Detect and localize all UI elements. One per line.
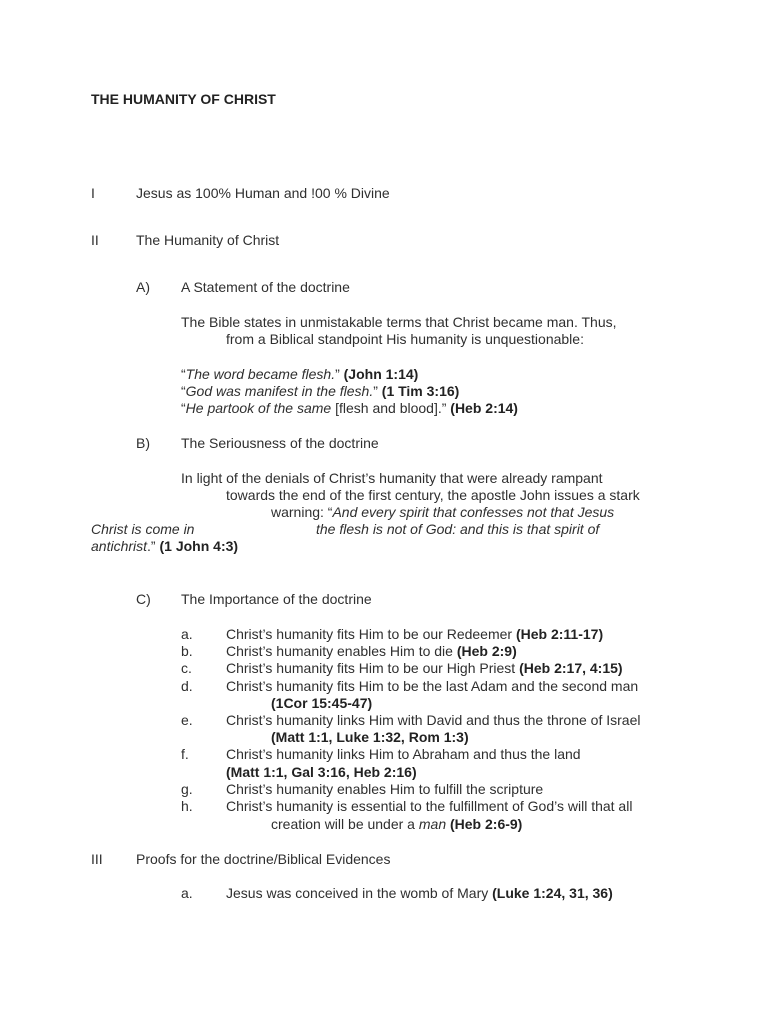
- list-item-marker: h.: [181, 798, 193, 814]
- scripture-quote: [181, 383, 459, 400]
- list-item-text: Christ’s humanity is essential to the fulfillment of God’s will that all: [226, 798, 633, 814]
- section-heading: Proofs for the doctrine/Biblical Evidences: [136, 851, 391, 867]
- subsection-heading: The Seriousness of the doctrine: [181, 435, 379, 451]
- list-item-text: Christ’s humanity fits Him to be the last Adam and the second man: [226, 678, 639, 694]
- subsection-heading: A Statement of the doctrine: [181, 279, 350, 295]
- paragraph-line: [91, 538, 238, 555]
- subsection-heading: The Importance of the doctrine: [181, 591, 372, 607]
- scripture-quote: [181, 366, 418, 383]
- list-item: [226, 660, 623, 677]
- list-item-marker: b.: [181, 643, 193, 659]
- scripture-reference: (Heb 2:9): [456, 643, 517, 659]
- list-item-text: Christ’s humanity fits Him to be our High Priest: [226, 660, 520, 676]
- list-item-marker: d.: [181, 678, 193, 694]
- text-run: creation will be under a: [271, 816, 419, 832]
- list-item-marker: a.: [181, 626, 193, 642]
- list-item-text: Jesus was conceived in the womb of Mary: [226, 885, 493, 901]
- list-item: [226, 643, 517, 660]
- scripture-reference: (John 1:14): [343, 366, 419, 382]
- list-item-text: Christ’s humanity enables Him to fulfill the scripture: [226, 781, 544, 797]
- quote-close: ”: [335, 366, 344, 382]
- scripture-reference: (Heb 2:11-17): [515, 626, 604, 642]
- section-heading: The Humanity of Christ: [136, 232, 280, 248]
- list-item: [226, 885, 613, 902]
- scripture-reference: (Heb 2:14): [450, 400, 518, 416]
- scripture-reference: (Heb 2:17, 4:15): [519, 660, 623, 676]
- list-item-marker: e.: [181, 712, 193, 728]
- list-item: [226, 626, 603, 643]
- scripture-reference: (Matt 1:1, Gal 3:16, Heb 2:16): [226, 764, 417, 780]
- quote-open: “: [181, 400, 186, 416]
- quote-text: He partook of the same: [185, 400, 336, 416]
- list-item-text: Christ’s humanity enables Him to die: [226, 643, 457, 659]
- quote-text: The word became flesh.: [185, 366, 336, 382]
- quote-text: Christ is come in: [91, 521, 195, 537]
- quote-open: “: [181, 366, 186, 382]
- quote-text: God was manifest in the flesh.: [185, 383, 374, 399]
- paragraph-line: In light of the denials of Christ’s humanity that were already rampant: [181, 470, 603, 486]
- quote-close: .”: [147, 538, 160, 554]
- emphasis-text: man: [418, 816, 447, 832]
- section-number: II: [91, 232, 99, 248]
- list-item-text: Christ’s humanity links Him to Abraham and thus the land: [226, 746, 581, 762]
- document-title: THE HUMANITY OF CHRIST: [91, 91, 276, 107]
- scripture-reference: (1Cor 15:45-47): [271, 695, 373, 711]
- list-item-text: Christ’s humanity fits Him to be our Redeemer: [226, 626, 516, 642]
- subsection-label: C): [136, 591, 151, 607]
- quote-text: And every spirit that confesses not that Jesus: [332, 504, 615, 520]
- scripture-reference: (1 Tim 3:16): [381, 383, 460, 399]
- scripture-reference: (Luke 1:24, 31, 36): [492, 885, 613, 901]
- quote-close: ”: [373, 383, 382, 399]
- list-item-continuation: [271, 816, 522, 833]
- text-run: warning: “: [271, 504, 333, 520]
- subsection-label: A): [136, 279, 150, 295]
- quote-open: “: [181, 383, 186, 399]
- paragraph-line: towards the end of the first century, the apostle John issues a stark: [226, 487, 640, 503]
- quote-bracket: [flesh and blood].”: [335, 400, 447, 416]
- paragraph-line: [271, 504, 614, 521]
- quote-text: the flesh is not of God: and this is that spirit of: [316, 521, 600, 537]
- list-item-marker: a.: [181, 885, 193, 901]
- paragraph-line: from a Biblical standpoint His humanity is unquestionable:: [226, 331, 584, 347]
- scripture-reference: (1 John 4:3): [159, 538, 239, 554]
- section-heading: Jesus as 100% Human and !00 % Divine: [136, 185, 390, 201]
- scripture-quote: [181, 400, 518, 417]
- list-item-marker: c.: [181, 660, 192, 676]
- quote-text: antichrist: [91, 538, 148, 554]
- list-item-text: Christ’s humanity links Him with David and thus the throne of Israel: [226, 712, 641, 728]
- section-number: III: [91, 851, 103, 867]
- list-item-marker: g.: [181, 781, 193, 797]
- list-item-marker: f.: [181, 746, 189, 762]
- section-number: I: [91, 185, 95, 201]
- paragraph-line: The Bible states in unmistakable terms that Christ became man. Thus,: [181, 314, 617, 330]
- scripture-reference: (Matt 1:1, Luke 1:32, Rom 1:3): [271, 729, 469, 745]
- subsection-label: B): [136, 435, 150, 451]
- scripture-reference: (Heb 2:6-9): [450, 816, 523, 832]
